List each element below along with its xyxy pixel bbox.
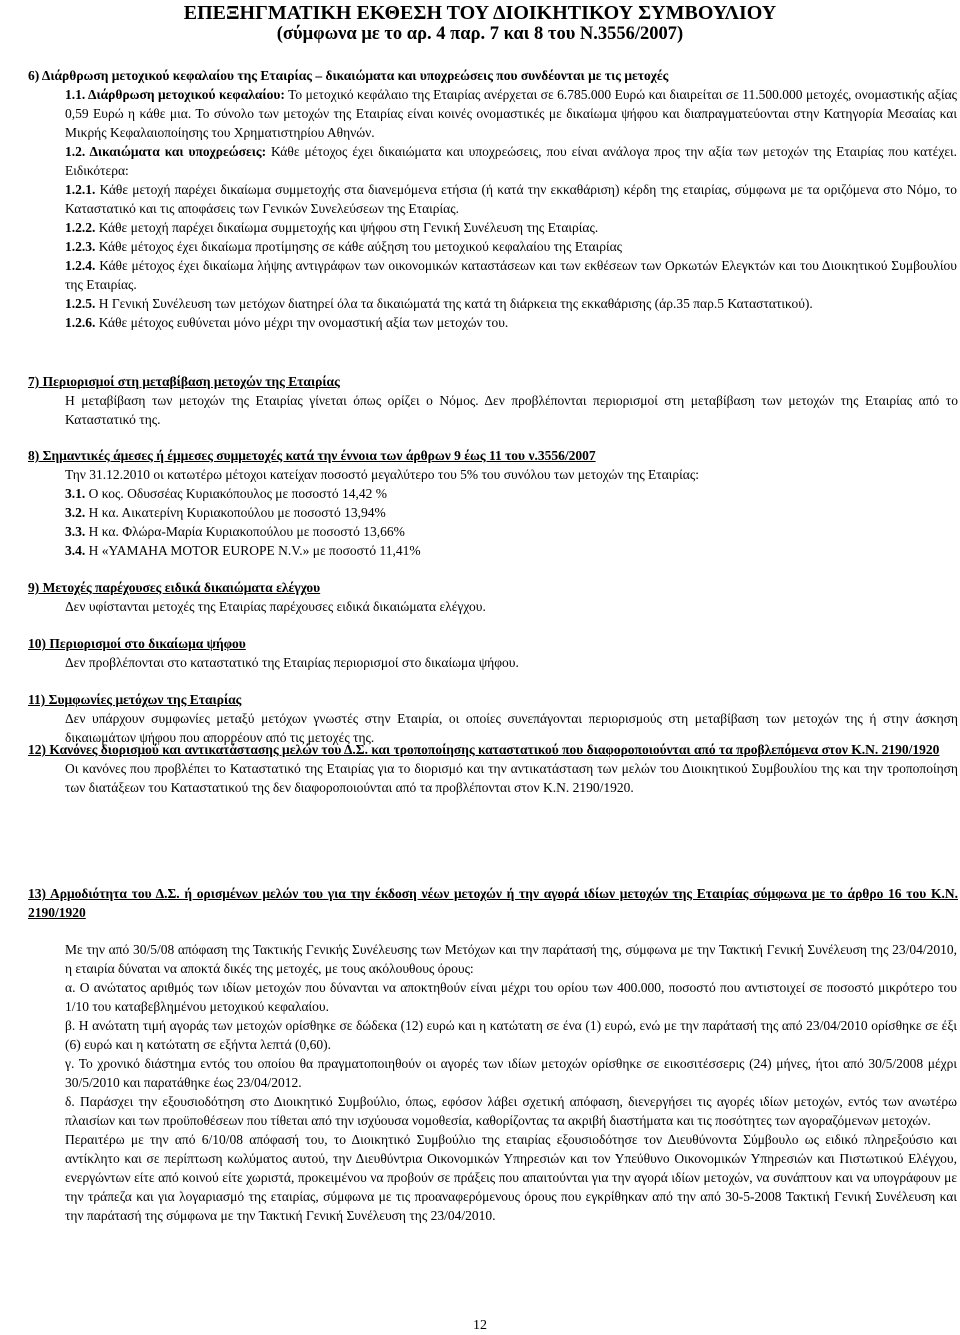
paragraph-1-2-2-text: Κάθε μετοχή παρέχει δικαίωμα συμμετοχής και ψήφου στη Γενική Συνέλευση της Εταιρίας. xyxy=(95,220,599,235)
paragraph-1-2-4 xyxy=(65,256,957,294)
paragraph-1-2 xyxy=(65,142,957,180)
paragraph-1-2-1 xyxy=(65,180,957,218)
section-11-text: Δεν υπάρχουν συμφωνίες μεταξύ μετόχων γνωστές στην Εταιρία, οι οποίες συνεπάγονται περιορισμούς στη μεταβίβαση των μετοχών της ή στην άσκηση δικαιωμάτων ψήφου που απορρέουν από τις μετοχές της. xyxy=(65,711,958,745)
section-13-item-d: δ. Παράσχει την εξουσιοδότηση στο Διοικητικό Συμβούλιο, όπως, εφόσον λάβει σχετική απόφαση, διενεργήσει τις αγορές ιδίων μετοχών, εντός των ανωτέρω πλαισίων και των προϋποθέσεων που τίθεται από την ισχύουσα νομοθεσία, καθορίζοντας τα ακριβή διαστήματα και τις ποσότητες των αγοραζόμενων μετοχών. xyxy=(65,1094,957,1128)
section-13-item-a: α. Ο ανώτατος αριθμός των ιδίων μετοχών που δύνανται να αποκτηθούν είναι μέχρι του ορίου των 400.000, ποσοστό που αντιστοιχεί σε ποσοστό μικρότερο του 1/10 του καταβεβλημένου μετοχικού κεφαλαίου. xyxy=(65,980,957,1014)
holder-3-2 xyxy=(28,503,958,522)
document-header xyxy=(0,2,960,45)
section-10-heading: 10) Περιορισμοί στο δικαίωμα ψήφου xyxy=(28,636,246,651)
section-13-item-b: β. Η ανώτατη τιμή αγοράς των μετοχών ορίσθηκε σε δώδεκα (12) ευρώ και η κατώτατη σε ένα (1) ευρώ, ενώ με την παράτασή της από 23/04/2010 ορίσθηκε σε έξι (6) ευρώ και η κατώτατη σε εξήντα λεπτά (0,60). xyxy=(65,1018,957,1052)
paragraph-1-1-title: 1.1. Διάρθρωση μετοχικού κεφαλαίου: xyxy=(65,87,285,102)
section-13-item-e: Περαιτέρω με την από 6/10/08 απόφασή του, το Διοικητικό Συμβούλιο της εταιρίας εξουσιοδότησε τον Διευθύνοντα Σύμβουλο ως ειδικό πληρεξούσιο και αντίκλητο και σε περίπτωση κωλύματος αυτού, την Διευθύντρια Οικονομικών Υπηρεσιών και τον Υπεύθυνο Οικονομικών Υπηρεσιών και Πιστωτικού Ελέγχου, ενεργώντων είτε από κοινού είτε χωριστά, προκειμένου να προβούν σε πράξεις που απαιτούνται για την αγορά ιδίων μετοχών, να συνάπτουν και να υπογράφουν με την τράπεζα και για λογαριασμό της εταιρίας, σύμφωνα με τις προαναφερόμενους όρους που εγκρίθηκαν από την από 30-5-2008 Τακτική Γενική Συνέλευση και την παράτασή της σύμφωνα με την Τακτική Γενική Συνέλευση της 23/04/2010. xyxy=(65,1132,957,1223)
section-8-intro: Την 31.12.2010 οι κατωτέρω μέτοχοι κατείχαν ποσοστό μεγαλύτερο του 5% του συνόλου των μετοχών της Εταιρίας: xyxy=(65,467,699,482)
holder-3-1-text: Ο κος. Οδυσσέας Κυριακόπουλος με ποσοστό 14,42 % xyxy=(85,486,388,501)
holder-3-2-text: Η κα. Αικατερίνη Κυριακοπούλου με ποσοστό 13,94% xyxy=(85,505,386,520)
paragraph-1-1 xyxy=(65,85,957,142)
holder-3-1 xyxy=(28,484,958,503)
section-6-body xyxy=(65,85,957,332)
paragraph-1-2-6 xyxy=(65,313,957,332)
holder-3-2-number: 3.2. xyxy=(65,505,86,520)
section-11 xyxy=(28,690,958,747)
holder-3-4 xyxy=(28,541,958,560)
page-number: 12 xyxy=(473,1318,487,1333)
section-9 xyxy=(28,578,958,616)
paragraph-1-2-3-text: Κάθε μέτοχος έχει δικαίωμα προτίμησης σε κάθε αύξηση του μετοχικού κεφαλαίου της Εταιρίας xyxy=(95,239,622,254)
paragraph-1-2-2-number: 1.2.2. xyxy=(65,220,96,235)
section-7-heading: 7) Περιορισμοί στη μεταβίβαση μετοχών της Εταιρίας xyxy=(28,374,340,389)
holder-3-3-number: 3.3. xyxy=(65,524,86,539)
paragraph-1-2-1-text: Κάθε μετοχή παρέχει δικαίωμα συμμετοχής στα διανεμόμενα ετήσια (ή κατά την εκκαθάριση) κέρδη της εταιρίας, σύμφωνα με τα οριζόμενα στο Νόμο, το Καταστατικό και τις αποφάσεις των Γενικών Συνελεύσεων της Εταιρίας. xyxy=(65,182,957,216)
paragraph-1-2-5 xyxy=(65,294,957,313)
section-10-text: Δεν προβλέπονται στο καταστατικό της Εταιρίας περιορισμοί στο δικαίωμα ψήφου. xyxy=(65,655,519,670)
paragraph-1-2-4-text: Κάθε μέτοχος έχει δικαίωμα λήψης αντιγράφων των οικονομικών καταστάσεων και των εκθέσεων των Ορκωτών Ελεγκτών και του Διοικητικού Συμβουλίου της Εταιρίας. xyxy=(65,258,957,292)
paragraph-1-2-3 xyxy=(65,237,957,256)
paragraph-1-2-number: 1.2. xyxy=(65,144,86,159)
paragraph-1-2-6-number: 1.2.6. xyxy=(65,315,96,330)
holder-3-3-text: Η κα. Φλώρα-Μαρία Κυριακοπούλου με ποσοστό 13,66% xyxy=(85,524,405,539)
section-13-heading: 13) Αρμοδιότητα του Δ.Σ. ή ορισμένων μελών του για την έκδοση νέων μετοχών ή την αγορά ιδίων μετοχών της Εταιρίας σύμφωνα με το άρθρο 16 του Κ.Ν. 2190/1920 xyxy=(28,886,958,920)
section-12 xyxy=(28,740,958,797)
section-9-text: Δεν υφίστανται μετοχές της Εταιρίας παρέχουσες ειδικά δικαιώματα ελέγχου. xyxy=(65,599,486,614)
section-13-item-c: γ. Το χρονικό διάστημα εντός του οποίου θα πραγματοποιηθούν οι αγορές των ιδίων μετοχών ορίσθηκε σε εικοσιτέσσερις (24) μήνες, ήτοι από 30/5/2008 μέχρι 30/5/2010 και παρατάθηκε έως 23/04/2012. xyxy=(65,1056,957,1090)
holder-3-4-number: 3.4. xyxy=(65,543,86,558)
paragraph-1-2-title: Δικαιώματα και υποχρεώσεις: xyxy=(85,144,267,159)
paragraph-1-1-text: Το μετοχικό κεφάλαιο της Εταιρίας ανέρχεται σε 6.785.000 Ευρώ και διαιρείται σε 11.500.000 μετοχές, ονομαστικής αξίας 0,59 Ευρώ η κάθε μια. Το σύνολο των μετοχών της Εταιρίας είναι κοινές ονομαστικές με δικαίωμα ψήφου και διαπραγματεύονται στην Κατηγορία Μεσαίας και Μικρής Κεφαλαιοποίησης του Χρηματιστηρίου Αθηνών. xyxy=(65,87,957,140)
paragraph-1-2-4-number: 1.2.4. xyxy=(65,258,96,273)
paragraph-1-2-text: Κάθε μέτοχος έχει δικαιώματα και υποχρεώσεις, που είναι ανάλογα προς την αξία των μετοχών της Εταιρίας που κατέχει. Ειδικότερα: xyxy=(65,144,957,178)
paragraph-1-2-5-number: 1.2.5. xyxy=(65,296,96,311)
section-10 xyxy=(28,634,958,672)
paragraph-1-2-5-text: Η Γενική Συνέλευση των μετόχων διατηρεί όλα τα δικαιώματά της κατά τη διάρκεια της εκκαθάρισης (άρ.35 παρ.5 Καταστατικού). xyxy=(95,296,813,311)
section-11-heading: 11) Συμφωνίες μετόχων της Εταιρίας xyxy=(28,692,242,707)
section-13-intro: Με την από 30/5/08 απόφαση της Τακτικής Γενικής Συνέλευσης των Μετόχων και την παράτασή της, σύμφωνα με την Τακτική Γενική Συνέλευση της 23/04/2010, η εταιρία δύναται να αποκτά δικές της μετοχές, με τους ακόλουθους όρους: xyxy=(65,942,957,976)
paragraph-1-2-2 xyxy=(65,218,957,237)
section-7 xyxy=(28,372,958,429)
section-6-heading: 6) Διάρθρωση μετοχικού κεφαλαίου της Εταιρίας – δικαιώματα και υποχρεώσεις που συνδέονται με τις μετοχές xyxy=(28,68,669,83)
section-9-heading: 9) Μετοχές παρέχουσες ειδικά δικαιώματα ελέγχου xyxy=(28,580,321,595)
holder-3-3 xyxy=(28,522,958,541)
section-8 xyxy=(28,446,958,560)
section-12-heading: 12) Κανόνες διορισμού και αντικατάστασης μελών του Δ.Σ. και τροποποίησης καταστατικού που διαφοροποιούνται από τα προβλεπόμενα στον Κ.Ν. 2190/1920 xyxy=(28,742,940,757)
paragraph-1-2-6-text: Κάθε μέτοχος ευθύνεται μόνο μέχρι την ονομαστική αξία των μετοχών του. xyxy=(95,315,509,330)
holder-3-4-text: Η «YAMAHA MOTOR EUROPE N.V.» με ποσοστό 11,41% xyxy=(85,543,421,558)
section-13-body xyxy=(65,940,957,1225)
paragraph-1-2-3-number: 1.2.3. xyxy=(65,239,96,254)
section-8-heading: 8) Σημαντικές άμεσες ή έμμεσες συμμετοχές κατά την έννοια των άρθρων 9 έως 11 του ν.3556/2007 xyxy=(28,448,596,463)
section-13 xyxy=(28,884,958,922)
holder-3-1-number: 3.1. xyxy=(65,486,86,501)
section-6 xyxy=(28,66,958,85)
document-subtitle: (σύμφωνα με το αρ. 4 παρ. 7 και 8 του Ν.3556/2007) xyxy=(276,24,684,44)
section-12-text: Οι κανόνες που προβλέπει το Καταστατικό της Εταιρίας για το διορισμό και την αντικατάσταση των μελών του Διοικητικού Συμβουλίου της και την τροποποίηση των διατάξεων του Καταστατικού της δεν διαφοροποιούνται από τα προβλέπονται στον Κ.Ν. 2190/1920. xyxy=(65,761,958,795)
paragraph-1-2-1-number: 1.2.1. xyxy=(65,182,96,197)
section-7-text: Η μεταβίβαση των μετοχών της Εταιρίας γίνεται όπως ορίζει ο Νόμος. Δεν προβλέπονται περιορισμοί στη μεταβίβαση των μετοχών της Εταιρίας από το Καταστατικό της. xyxy=(65,393,958,427)
document-title: ΕΠΕΞΗΓΜΑΤΙΚΗ ΕΚΘΕΣΗ ΤΟΥ ΔΙΟΙΚΗΤΙΚΟΥ ΣΥΜΒΟΥΛΙΟΥ xyxy=(183,2,777,24)
